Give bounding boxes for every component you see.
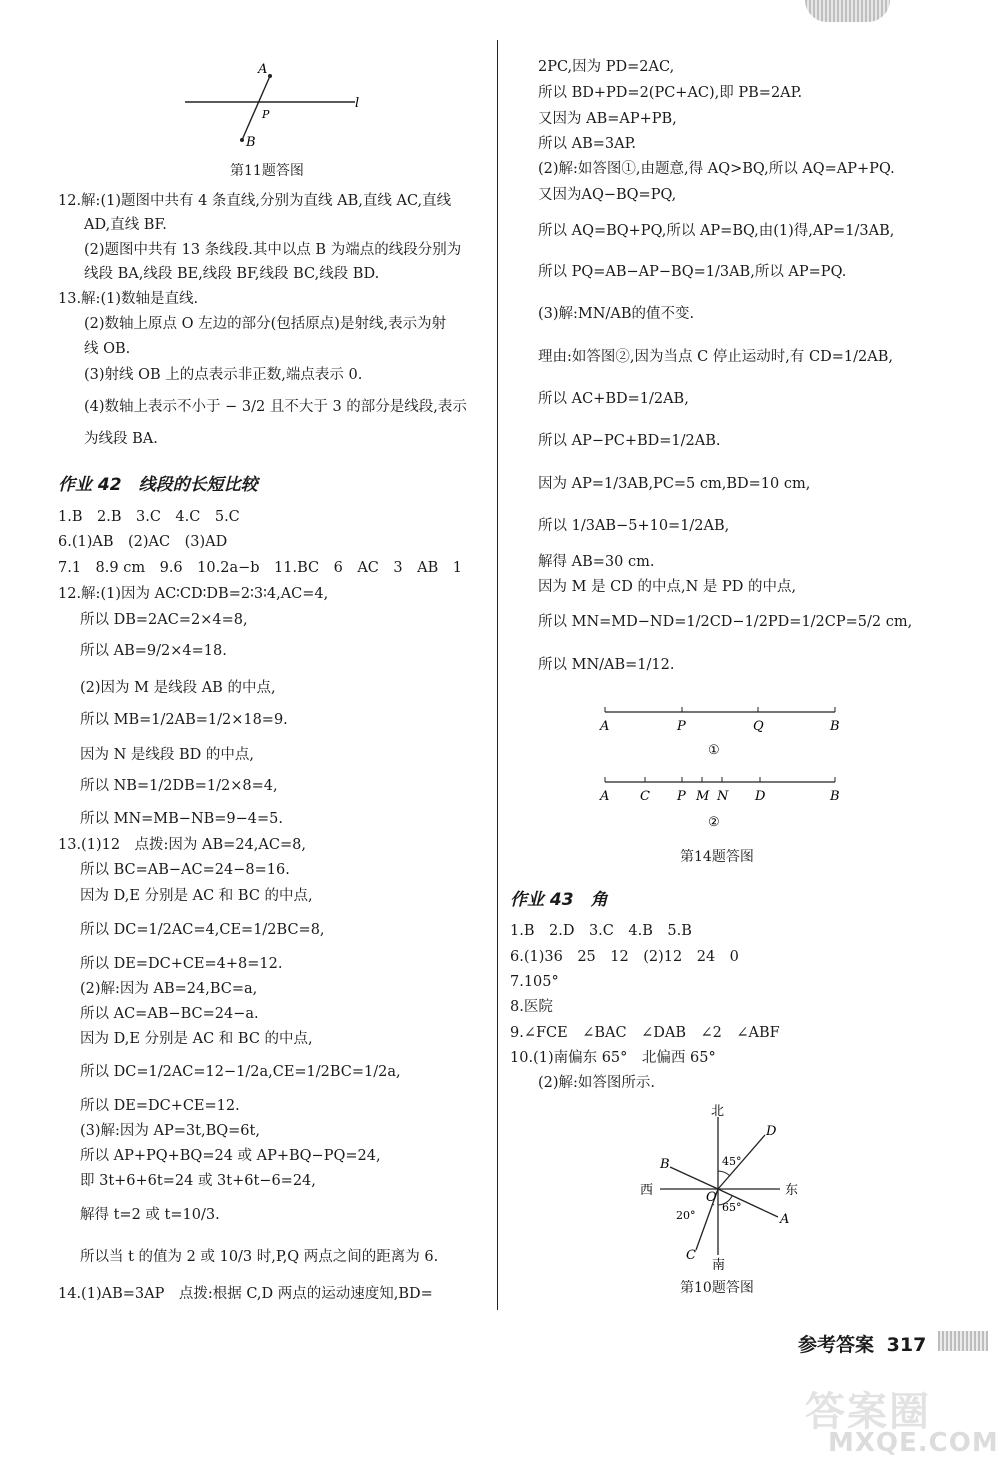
figure-10-caption: 第10题答图 bbox=[680, 1280, 754, 1296]
ray-OB bbox=[670, 1167, 718, 1189]
text-line: 所以 MN=MD−ND=1/2CD−1/2PD=1/2CP=5/2 cm, bbox=[538, 614, 913, 630]
label-D: D bbox=[766, 1124, 777, 1139]
text-line: 2PC,因为 PD=2AC, bbox=[538, 59, 675, 75]
text-line: 所以 BC=AB−AC=24−8=16. bbox=[80, 862, 290, 878]
text-line: 因为 AP=1/3AB,PC=5 cm,BD=10 cm, bbox=[538, 476, 811, 492]
text-line: 所以 AC=AB−BC=24−a. bbox=[80, 1006, 259, 1022]
label-west: 西 bbox=[640, 1183, 654, 1198]
text-line: 所以 BD+PD=2(PC+AC),即 PB=2AP. bbox=[538, 85, 803, 101]
text-line: (2)解:因为 AB=24,BC=a, bbox=[80, 981, 258, 997]
text-line: AD,直线 BF. bbox=[84, 217, 167, 233]
seg1-label-B: B bbox=[830, 719, 840, 734]
text-line: (2)题图中共有 13 条线段.其中以点 B 为端点的线段分别为 bbox=[84, 242, 462, 258]
text-line: 即 3t+6+6t=24 或 3t+6t−6=24, bbox=[80, 1173, 316, 1189]
text-line: 因为 M 是 CD 的中点,N 是 PD 的中点, bbox=[538, 579, 797, 595]
text-line: 所以 NB=1/2DB=1/2×8=4, bbox=[80, 778, 278, 794]
text-line: 所以 1/3AB−5+10=1/2AB, bbox=[538, 518, 730, 534]
text-line: 所以 AB=3AP. bbox=[538, 136, 637, 152]
text-line: 所以 DC=1/2AC=4,CE=1/2BC=8, bbox=[80, 922, 325, 938]
text-line: 解得 t=2 或 t=10/3. bbox=[80, 1207, 220, 1223]
figure-11 bbox=[180, 60, 370, 155]
hw43-heading: 作业 43 角 bbox=[510, 890, 608, 910]
text-line: 13.(1)12 点拨:因为 AB=24,AC=8, bbox=[58, 837, 306, 853]
text-line: 所以 AB=9/2×4=18. bbox=[80, 643, 227, 659]
seg2-label-P: P bbox=[677, 789, 686, 804]
seg2-label-C: C bbox=[640, 789, 650, 804]
text-line: 10.(1)南偏东 65° 北偏西 65° bbox=[510, 1050, 716, 1066]
angle-20: 20° bbox=[676, 1209, 696, 1222]
text-line: (3)解:因为 AP=3t,BQ=6t, bbox=[80, 1123, 260, 1139]
text-line: 12.解:(1)题图中共有 4 条直线,分别为直线 AB,直线 AC,直线 bbox=[58, 193, 452, 209]
watermark-url: MXQE.COM bbox=[828, 1428, 999, 1458]
seg2-label-B: B bbox=[830, 789, 840, 804]
text-line: (2)数轴上原点 O 左边的部分(包括原点)是射线,表示为射 bbox=[84, 316, 447, 332]
hw42-heading: 作业 42 线段的长短比较 bbox=[58, 475, 258, 495]
text-line: 8.医院 bbox=[510, 999, 553, 1015]
seg2-label-N: N bbox=[717, 789, 729, 804]
text-line: 所以 DE=DC+CE=12. bbox=[80, 1098, 240, 1114]
text-line: 13.解:(1)数轴是直线. bbox=[58, 291, 199, 307]
text-line: 所以 MN/AB=1/12. bbox=[538, 657, 675, 673]
label-P: P bbox=[262, 108, 270, 121]
footer-decoration bbox=[938, 1331, 988, 1351]
seg2-label-D: D bbox=[755, 789, 766, 804]
text-line: 9.∠FCE ∠BAC ∠DAB ∠2 ∠ABF bbox=[510, 1025, 780, 1041]
text-line: 理由:如答图②,因为当点 C 停止运动时,有 CD=1/2AB, bbox=[538, 349, 893, 365]
page-number: 317 bbox=[886, 1334, 927, 1356]
text-line: (3)解:MN/AB的值不变. bbox=[538, 306, 695, 322]
label-B: B bbox=[660, 1157, 670, 1172]
text-line: 7.105° bbox=[510, 974, 559, 990]
text-line: 又因为 AB=AP+PB, bbox=[538, 111, 677, 127]
figure-14-caption: 第14题答图 bbox=[680, 849, 754, 865]
column-divider bbox=[497, 40, 498, 1310]
text-line: 因为 N 是线段 BD 的中点, bbox=[80, 747, 255, 763]
text-line: 所以当 t 的值为 2 或 10/3 时,P,Q 两点之间的距离为 6. bbox=[80, 1249, 439, 1265]
text-line: 所以 MN=MB−NB=9−4=5. bbox=[80, 811, 284, 827]
label-A: A bbox=[258, 62, 268, 77]
seg1-tag: ① bbox=[708, 743, 720, 758]
label-C: C bbox=[686, 1248, 696, 1263]
seg1-label-Q: Q bbox=[753, 719, 764, 734]
label-O: O bbox=[706, 1190, 717, 1205]
figure-14 bbox=[595, 700, 855, 840]
text-line: 所以 AC+BD=1/2AB, bbox=[538, 391, 689, 407]
seg1-label-A: A bbox=[600, 719, 610, 734]
text-line: 解得 AB=30 cm. bbox=[538, 554, 655, 570]
figure-10 bbox=[630, 1105, 810, 1275]
text-line: 12.解:(1)因为 AC∶CD∶DB=2∶3∶4,AC=4, bbox=[58, 586, 329, 602]
label-A: A bbox=[780, 1212, 790, 1227]
text-line: (3)射线 OB 上的点表示非正数,端点表示 0. bbox=[84, 367, 363, 383]
text-line: 1.B 2.B 3.C 4.C 5.C bbox=[58, 509, 240, 525]
text-line: 所以 MB=1/2AB=1/2×18=9. bbox=[80, 712, 288, 728]
seg2-tag: ② bbox=[708, 815, 720, 830]
text-line: 所以 AP+PQ+BQ=24 或 AP+BQ−PQ=24, bbox=[80, 1148, 381, 1164]
figure-11-caption: 第11题答图 bbox=[230, 163, 304, 179]
angle-45: 45° bbox=[722, 1155, 742, 1168]
label-l: l bbox=[355, 96, 360, 111]
text-line: 6.(1)AB (2)AC (3)AD bbox=[58, 534, 228, 550]
angle-65: 65° bbox=[722, 1201, 742, 1214]
text-line: 所以 DC=1/2AC=12−1/2a,CE=1/2BC=1/2a, bbox=[80, 1064, 401, 1080]
text-line: 因为 D,E 分别是 AC 和 BC 的中点, bbox=[80, 1031, 313, 1047]
text-line: (4)数轴上表示不小于 − 3/2 且不大于 3 的部分是线段,表示 bbox=[84, 399, 467, 415]
text-line: 所以 PQ=AB−AP−BQ=1/3AB,所以 AP=PQ. bbox=[538, 264, 847, 280]
text-line: 所以 AQ=BQ+PQ,所以 AP=BQ,由(1)得,AP=1/3AB, bbox=[538, 223, 895, 239]
text-line: 所以 DE=DC+CE=4+8=12. bbox=[80, 956, 283, 972]
text-line: 线段 BA,线段 BE,线段 BF,线段 BC,线段 BD. bbox=[84, 266, 380, 282]
text-line: 7.1 8.9 cm 9.6 10.2a−b 11.BC 6 AC 3 AB 1 bbox=[58, 560, 462, 576]
text-line: (2)因为 M 是线段 AB 的中点, bbox=[80, 680, 276, 696]
text-line: 14.(1)AB=3AP 点拨:根据 C,D 两点的运动速度知,BD= bbox=[58, 1286, 433, 1302]
text-line: (2)解:如答图①,由题意,得 AQ>BQ,所以 AQ=AP+PQ. bbox=[538, 161, 895, 177]
seg2-label-A: A bbox=[600, 789, 610, 804]
text-line: (2)解:如答图所示. bbox=[538, 1075, 656, 1091]
label-south: 南 bbox=[712, 1258, 726, 1273]
watermark-logo: 答案圈 bbox=[805, 1389, 931, 1435]
text-line: 6.(1)36 25 12 (2)12 24 0 bbox=[510, 949, 739, 965]
text-line: 为线段 BA. bbox=[84, 431, 158, 447]
text-line: 1.B 2.D 3.C 4.B 5.B bbox=[510, 923, 692, 939]
text-line: 因为 D,E 分别是 AC 和 BC 的中点, bbox=[80, 888, 313, 904]
top-decoration bbox=[805, 0, 890, 22]
seg1-label-P: P bbox=[677, 719, 686, 734]
text-line: 所以 DB=2AC=2×4=8, bbox=[80, 612, 248, 628]
seg2-label-M: M bbox=[696, 789, 710, 804]
label-B: B bbox=[246, 135, 256, 150]
label-east: 东 bbox=[785, 1183, 799, 1198]
footer-label: 参考答案 bbox=[798, 1334, 875, 1356]
page-footer bbox=[798, 1330, 926, 1357]
text-line: 又因为AQ−BQ=PQ, bbox=[538, 187, 677, 203]
text-line: 所以 AP−PC+BD=1/2AB. bbox=[538, 433, 721, 449]
text-line: 线 OB. bbox=[84, 341, 131, 357]
label-north: 北 bbox=[711, 1104, 725, 1119]
